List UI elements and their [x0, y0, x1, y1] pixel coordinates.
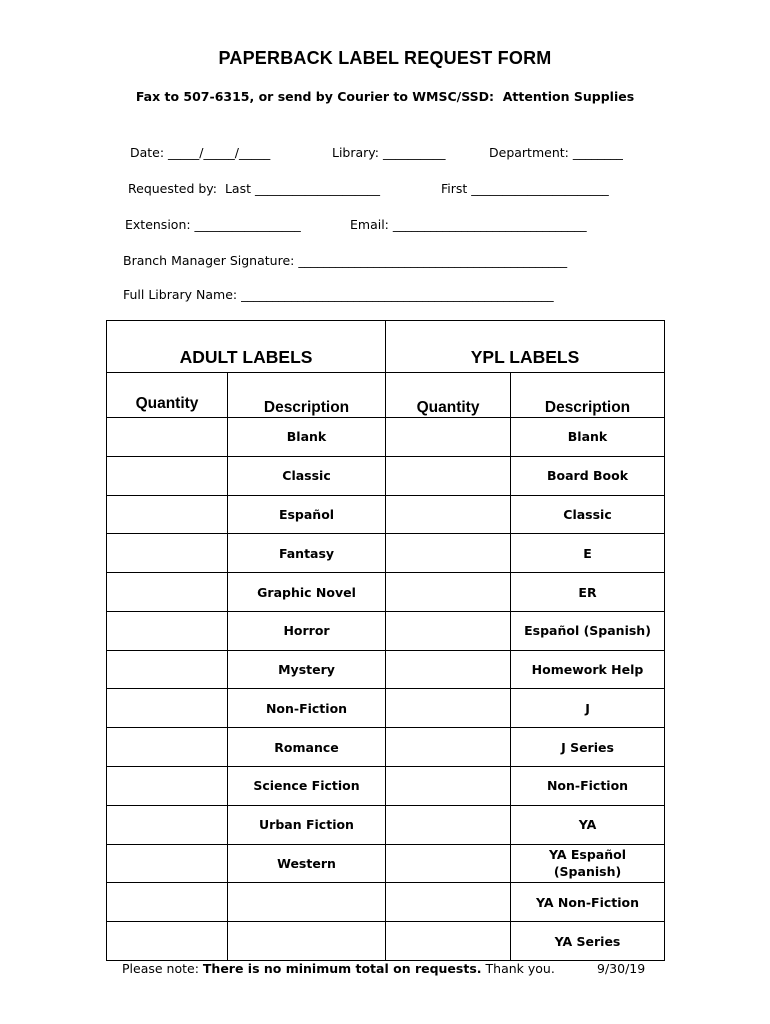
department-field[interactable]: Department: ________ — [489, 145, 623, 160]
table-row — [107, 456, 665, 495]
table-row — [107, 922, 665, 961]
ypl-quantity-cell[interactable] — [386, 650, 511, 689]
adult-quantity-cell[interactable] — [107, 883, 228, 922]
adult-labels-header: ADULT LABELS — [107, 321, 386, 373]
adult-description-cell: Western — [228, 844, 386, 883]
fax-instructions: Fax to 507-6315, or send by Courier to WMSC/SSD: Attention Supplies — [135, 89, 635, 104]
ypl-quantity-cell[interactable] — [386, 883, 511, 922]
ypl-description-cell: Homework Help — [511, 650, 665, 689]
adult-description-cell: Romance — [228, 728, 386, 767]
ypl-description-cell: YA Series — [511, 922, 665, 961]
form-title: PAPERBACK LABEL REQUEST FORM — [218, 48, 552, 68]
footer-note-bold: There is no minimum total on requests. — [202, 961, 482, 976]
footer-note — [122, 961, 555, 976]
adult-quantity-cell[interactable] — [107, 534, 228, 573]
table-row — [107, 883, 665, 922]
ypl-description-cell: Non-Fiction — [511, 767, 665, 806]
adult-quantity-cell[interactable] — [107, 767, 228, 806]
adult-description-cell: Horror — [228, 611, 386, 650]
email-field[interactable]: Email: _______________________________ — [350, 217, 587, 232]
adult-quantity-cell[interactable] — [107, 418, 228, 457]
ypl-description-header: Description — [511, 373, 665, 418]
date-field[interactable]: Date: _____/_____/_____ — [130, 145, 271, 160]
ypl-quantity-cell[interactable] — [386, 534, 511, 573]
adult-quantity-cell[interactable] — [107, 650, 228, 689]
adult-description-cell: Graphic Novel — [228, 573, 386, 612]
ypl-description-cell: Board Book — [511, 456, 665, 495]
ypl-quantity-header: Quantity — [386, 373, 511, 418]
adult-description-cell: Classic — [228, 456, 386, 495]
ypl-quantity-cell[interactable] — [386, 495, 511, 534]
ypl-labels-header: YPL LABELS — [386, 321, 665, 373]
adult-quantity-cell[interactable] — [107, 573, 228, 612]
ypl-description-cell: Español (Spanish) — [511, 611, 665, 650]
ypl-description-cell: YA Español (Spanish) — [511, 844, 665, 883]
adult-description-cell: Español — [228, 495, 386, 534]
adult-description-cell: Non-Fiction — [228, 689, 386, 728]
footer-note-suffix: Thank you. — [481, 961, 555, 976]
table-row — [107, 611, 665, 650]
ypl-quantity-cell[interactable] — [386, 456, 511, 495]
ypl-description-cell: J Series — [511, 728, 665, 767]
library-field[interactable]: Library: __________ — [332, 145, 446, 160]
ypl-quantity-cell[interactable] — [386, 844, 511, 883]
adult-description-header: Description — [228, 373, 386, 418]
adult-description-cell: Fantasy — [228, 534, 386, 573]
table-row — [107, 573, 665, 612]
ypl-description-cell: J — [511, 689, 665, 728]
ypl-description-cell: YA Non-Fiction — [511, 883, 665, 922]
ypl-quantity-cell[interactable] — [386, 805, 511, 844]
ypl-quantity-cell[interactable] — [386, 767, 511, 806]
ypl-description-cell: Classic — [511, 495, 665, 534]
table-row — [107, 418, 665, 457]
ypl-description-cell: E — [511, 534, 665, 573]
table-row — [107, 767, 665, 806]
ypl-quantity-cell[interactable] — [386, 689, 511, 728]
table-row — [107, 534, 665, 573]
ypl-quantity-cell[interactable] — [386, 573, 511, 612]
adult-quantity-cell[interactable] — [107, 611, 228, 650]
adult-quantity-cell[interactable] — [107, 456, 228, 495]
table-row — [107, 844, 665, 883]
table-row — [107, 495, 665, 534]
adult-quantity-cell[interactable] — [107, 805, 228, 844]
adult-quantity-cell[interactable] — [107, 844, 228, 883]
table-row — [107, 728, 665, 767]
ypl-quantity-cell[interactable] — [386, 611, 511, 650]
label-request-table — [106, 320, 665, 961]
adult-quantity-cell[interactable] — [107, 922, 228, 961]
adult-description-cell — [228, 883, 386, 922]
ypl-description-cell: ER — [511, 573, 665, 612]
adult-description-cell — [228, 922, 386, 961]
extension-field[interactable]: Extension: _________________ — [125, 217, 301, 232]
adult-quantity-header: Quantity — [107, 373, 228, 418]
table-section-header-row — [107, 321, 665, 373]
footer-note-prefix: Please note: — [122, 961, 203, 976]
ypl-description-cell: YA — [511, 805, 665, 844]
adult-quantity-cell[interactable] — [107, 495, 228, 534]
table-column-header-row — [107, 373, 665, 418]
requested-by-first-field[interactable]: First ______________________ — [441, 181, 609, 196]
adult-description-cell: Science Fiction — [228, 767, 386, 806]
ypl-quantity-cell[interactable] — [386, 418, 511, 457]
adult-description-cell: Urban Fiction — [228, 805, 386, 844]
adult-description-cell: Blank — [228, 418, 386, 457]
adult-quantity-cell[interactable] — [107, 728, 228, 767]
revision-date: 9/30/19 — [597, 961, 646, 976]
adult-description-cell: Mystery — [228, 650, 386, 689]
ypl-description-cell: Blank — [511, 418, 665, 457]
table-row — [107, 689, 665, 728]
table-row — [107, 650, 665, 689]
ypl-quantity-cell[interactable] — [386, 728, 511, 767]
table-row — [107, 805, 665, 844]
branch-manager-signature-field[interactable]: Branch Manager Signature: ___________________________________________ — [123, 253, 568, 268]
adult-quantity-cell[interactable] — [107, 689, 228, 728]
full-library-name-field[interactable]: Full Library Name: __________________________________________________ — [123, 287, 554, 302]
ypl-quantity-cell[interactable] — [386, 922, 511, 961]
requested-by-last-field[interactable]: Requested by: Last ____________________ — [128, 181, 380, 196]
